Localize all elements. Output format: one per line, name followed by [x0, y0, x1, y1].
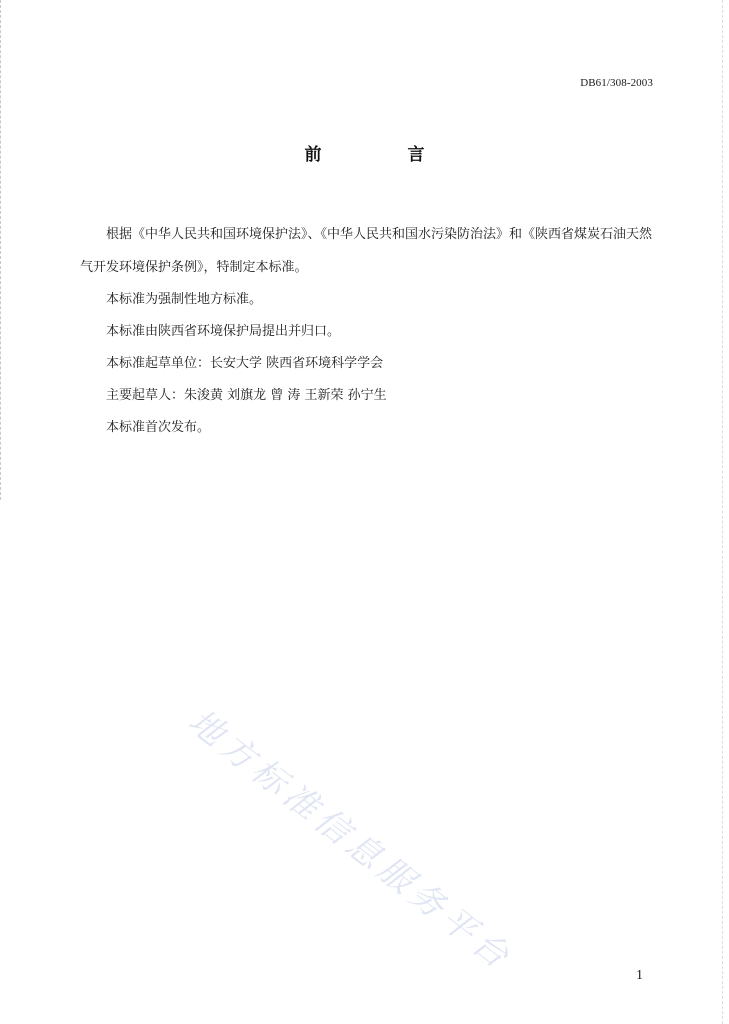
paragraph-drafters: 主要起草人：朱浚黄 刘旗龙 曾 涛 王新荣 孙宁生: [106, 388, 387, 403]
scan-edge-left: [0, 0, 7, 500]
watermark-text: 地方标准信息服务平台: [180, 701, 521, 980]
page-number: 1: [636, 968, 643, 983]
page-title: 前 言: [304, 145, 465, 165]
paragraph-proposer: 本标准由陕西省环境保护局提出并归口。: [106, 324, 341, 339]
foreword-body: [80, 218, 660, 444]
document-code: DB61/308-2003: [580, 77, 653, 89]
paragraph-first-release: 本标准首次发布。: [106, 420, 211, 435]
paragraph-drafting-units: 本标准起草单位：长安大学 陕西省环境科学学会: [106, 356, 384, 371]
paragraph-standard-type: 本标准为强制性地方标准。: [106, 292, 263, 307]
paragraph-legal-basis: 根据《中华人民共和国环境保护法》、《中华人民共和国水污染防治法》和《陕西省煤炭石油天然气开发环境保护条例》，特制定本标准。: [80, 227, 653, 275]
